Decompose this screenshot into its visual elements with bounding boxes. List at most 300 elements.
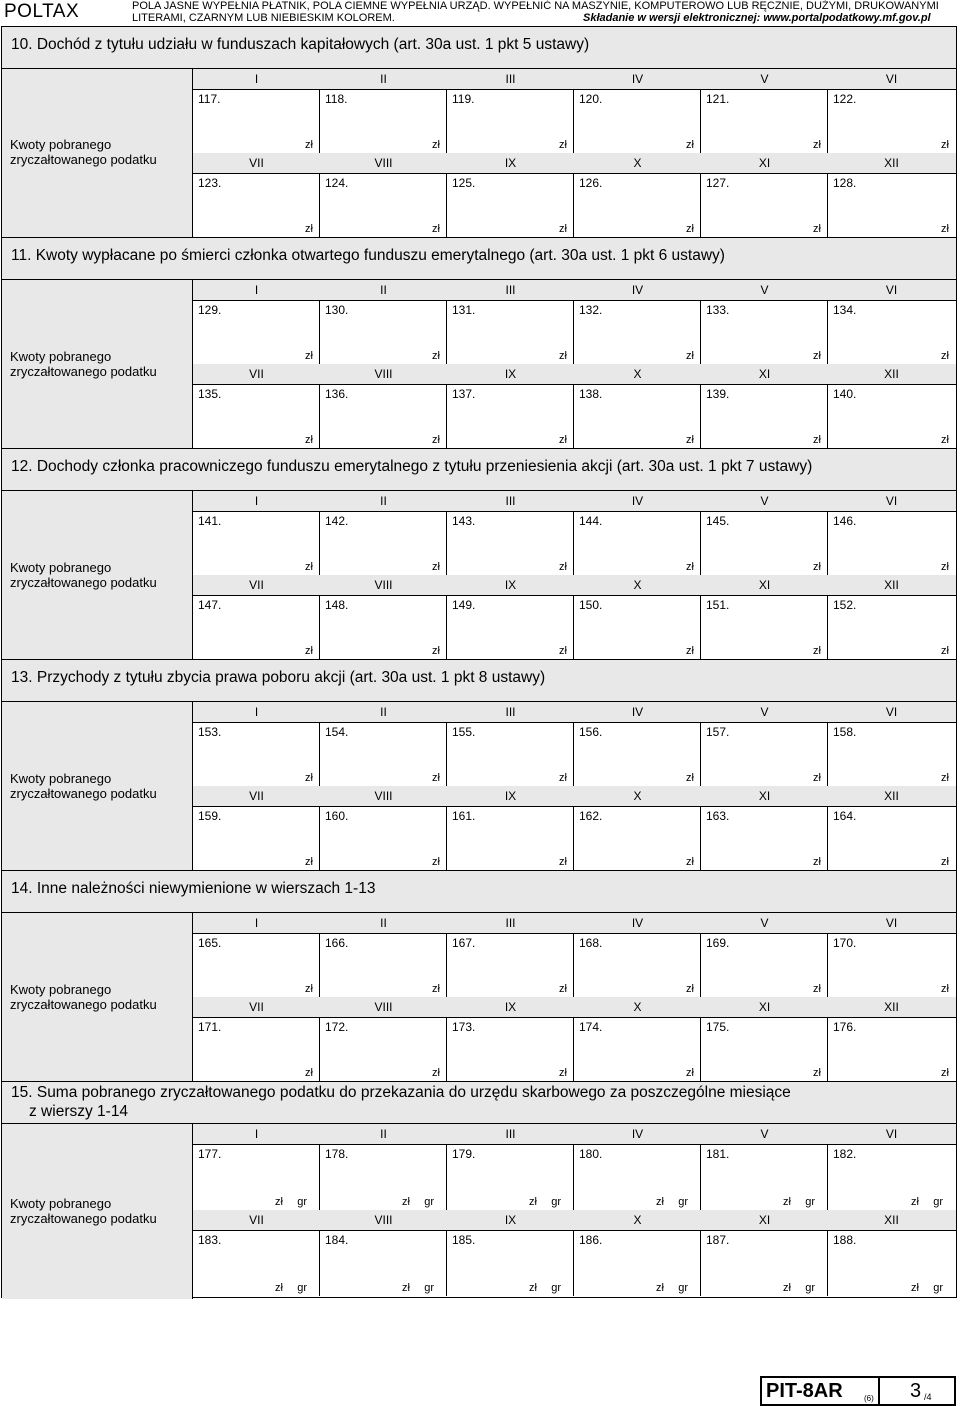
month-column-label: V <box>760 283 769 297</box>
currency-unit: zł <box>941 139 949 151</box>
month-column-label: IX <box>504 156 517 170</box>
currency-unit: zł <box>813 561 821 573</box>
month-column-label: XII <box>884 789 899 803</box>
amount-field[interactable] <box>193 1144 320 1210</box>
amount-field[interactable] <box>320 89 447 153</box>
month-column-label: IV <box>631 705 644 719</box>
month-column-label: X <box>633 789 642 803</box>
amount-field[interactable] <box>574 384 701 448</box>
field-number: 141. <box>198 514 222 528</box>
row-label-box <box>2 702 193 871</box>
column-header-row <box>193 364 956 384</box>
amount-field[interactable] <box>320 722 447 786</box>
month-column-label: IV <box>631 283 644 297</box>
month-column-label: III <box>505 916 516 930</box>
currency-unit: zł <box>911 1196 919 1208</box>
subunit-label: gr <box>424 1282 434 1294</box>
field-number: 139. <box>706 387 730 401</box>
amount-field[interactable] <box>193 1230 320 1296</box>
month-column-label: VIII <box>374 789 393 803</box>
month-column-label: II <box>380 705 387 719</box>
page-number: 3 <box>910 1380 922 1402</box>
column-header-row <box>193 69 956 89</box>
currency-unit: zł <box>783 1196 791 1208</box>
amount-field[interactable] <box>828 173 955 237</box>
currency-unit: zł <box>559 856 567 868</box>
currency-unit: zł <box>941 223 949 235</box>
month-column-label: IV <box>631 72 644 86</box>
amount-field[interactable] <box>193 806 320 870</box>
section-11 <box>2 237 956 449</box>
subunit-label: gr <box>297 1196 307 1208</box>
amount-field[interactable] <box>828 722 955 786</box>
month-column-label: XI <box>758 578 771 592</box>
amount-field[interactable] <box>574 722 701 786</box>
currency-unit: zł <box>941 434 949 446</box>
field-number: 135. <box>198 387 222 401</box>
month-column-label: VI <box>885 705 898 719</box>
month-column-label: XI <box>758 156 771 170</box>
amount-field[interactable] <box>701 1144 828 1210</box>
field-number: 177. <box>198 1147 222 1161</box>
section-title: 10. Dochód z tytułu udziału w funduszach kapitałowych (art. 30a ust. 1 pkt 5 ustawy) <box>11 36 590 53</box>
month-column-label: VII <box>249 578 264 592</box>
field-number: 158. <box>833 725 857 739</box>
month-column-label: II <box>380 283 387 297</box>
amount-grid <box>193 913 956 1082</box>
month-column-label: IX <box>504 1000 517 1014</box>
subunit-label: gr <box>678 1282 688 1294</box>
amount-field[interactable] <box>193 933 320 997</box>
month-column-label: IV <box>631 916 644 930</box>
row-label-box <box>2 491 193 660</box>
currency-unit: zł <box>941 350 949 362</box>
amount-field[interactable] <box>447 595 574 659</box>
amount-field[interactable] <box>574 806 701 870</box>
field-number: 186. <box>579 1233 603 1247</box>
amount-field[interactable] <box>701 384 828 448</box>
column-header-row <box>193 1210 956 1230</box>
section-title: 11. Kwoty wypłacane po śmierci członka otwartego funduszu emerytalnego (art. 30a ust. 1 pkt 6 ustawy) <box>11 247 725 264</box>
amount-field[interactable] <box>193 300 320 364</box>
section-title-bar <box>2 871 956 913</box>
amount-field[interactable] <box>193 722 320 786</box>
field-number: 155. <box>452 725 476 739</box>
month-column-label: XII <box>884 367 899 381</box>
amount-field[interactable] <box>828 384 955 448</box>
field-number: 167. <box>452 936 476 950</box>
amount-field[interactable] <box>447 89 574 153</box>
poltax-logo: POLTAX <box>4 1 80 22</box>
month-column-label: III <box>505 705 516 719</box>
amount-grid <box>193 69 956 237</box>
field-number: 178. <box>325 1147 349 1161</box>
month-column-label: VII <box>249 789 264 803</box>
month-column-label: VIII <box>374 1213 393 1227</box>
field-number: 170. <box>833 936 857 950</box>
section-12 <box>2 448 956 660</box>
field-number: 172. <box>325 1020 349 1034</box>
section-14 <box>2 870 956 1082</box>
currency-unit: zł <box>813 223 821 235</box>
amount-field[interactable] <box>701 933 828 997</box>
subunit-label: gr <box>805 1282 815 1294</box>
form-footer <box>760 1376 956 1406</box>
currency-unit: zł <box>813 856 821 868</box>
amount-field[interactable] <box>828 300 955 364</box>
field-number: 153. <box>198 725 222 739</box>
field-number: 188. <box>833 1233 857 1247</box>
field-number: 120. <box>579 92 603 106</box>
currency-unit: zł <box>783 1282 791 1294</box>
row-label-box <box>2 1124 193 1299</box>
amount-field[interactable] <box>447 173 574 237</box>
month-column-label: I <box>254 494 259 508</box>
currency-unit: zł <box>432 983 440 995</box>
month-column-label: IX <box>504 578 517 592</box>
amount-field[interactable] <box>574 89 701 153</box>
column-header-row <box>193 491 956 511</box>
currency-unit: zł <box>432 350 440 362</box>
month-column-label: VI <box>885 1127 898 1141</box>
row-label-box <box>2 280 193 449</box>
field-number: 127. <box>706 176 730 190</box>
month-column-label: XII <box>884 1213 899 1227</box>
month-column-label: I <box>254 705 259 719</box>
field-number: 181. <box>706 1147 730 1161</box>
amount-field[interactable] <box>574 595 701 659</box>
row-label: Kwoty pobranego zryczałtowanego podatku <box>10 770 157 801</box>
amount-field[interactable] <box>574 1017 701 1081</box>
field-number: 173. <box>452 1020 476 1034</box>
currency-unit: zł <box>559 223 567 235</box>
subunit-label: gr <box>424 1196 434 1208</box>
currency-unit: zł <box>813 983 821 995</box>
amount-field[interactable] <box>828 89 955 153</box>
currency-unit: zł <box>813 434 821 446</box>
month-column-label: IX <box>504 789 517 803</box>
amount-field[interactable] <box>574 511 701 575</box>
amount-field[interactable] <box>828 1017 955 1081</box>
section-13 <box>2 659 956 871</box>
field-number: 119. <box>452 92 475 106</box>
amount-field[interactable] <box>193 173 320 237</box>
amount-field[interactable] <box>701 1017 828 1081</box>
amount-field[interactable] <box>447 300 574 364</box>
amount-field[interactable] <box>574 173 701 237</box>
field-number: 154. <box>325 725 349 739</box>
field-number: 144. <box>579 514 603 528</box>
field-number: 187. <box>706 1233 730 1247</box>
amount-field[interactable] <box>320 300 447 364</box>
month-column-label: VIII <box>374 578 393 592</box>
field-number: 166. <box>325 936 349 950</box>
month-column-label: VI <box>885 72 898 86</box>
field-number: 152. <box>833 598 857 612</box>
currency-unit: zł <box>941 1067 949 1079</box>
row-label: Kwoty pobranego zryczałtowanego podatku <box>10 981 157 1012</box>
page-header <box>0 0 960 24</box>
subunit-label: gr <box>551 1282 561 1294</box>
currency-unit: zł <box>305 434 313 446</box>
currency-unit: zł <box>275 1196 283 1208</box>
field-number: 123. <box>198 176 222 190</box>
amount-field[interactable] <box>320 1230 447 1296</box>
column-header-row <box>193 1124 956 1144</box>
amount-field[interactable] <box>447 722 574 786</box>
row-label-box <box>2 913 193 1082</box>
section-title-bar <box>2 27 956 69</box>
column-header-row <box>193 997 956 1017</box>
currency-unit: zł <box>305 350 313 362</box>
field-number: 136. <box>325 387 349 401</box>
section-title <box>11 1083 791 1121</box>
amount-field[interactable] <box>193 1017 320 1081</box>
field-number: 147. <box>198 598 222 612</box>
currency-unit: zł <box>813 139 821 151</box>
currency-unit: zł <box>275 1282 283 1294</box>
field-number: 157. <box>706 725 730 739</box>
row-label-box <box>2 69 193 237</box>
field-number: 185. <box>452 1233 476 1247</box>
section-10 <box>2 27 956 237</box>
field-number: 182. <box>833 1147 857 1161</box>
field-number: 121. <box>706 92 730 106</box>
month-column-label: V <box>760 494 769 508</box>
currency-unit: zł <box>686 1067 694 1079</box>
amount-field[interactable] <box>701 89 828 153</box>
field-number: 134. <box>833 303 857 317</box>
field-number: 179. <box>452 1147 476 1161</box>
section-title-bar <box>2 449 956 491</box>
amount-field[interactable] <box>193 595 320 659</box>
amount-field[interactable] <box>320 1017 447 1081</box>
month-column-label: I <box>254 1127 259 1141</box>
amount-field[interactable] <box>320 806 447 870</box>
amount-field[interactable] <box>701 173 828 237</box>
field-number: 131. <box>452 303 476 317</box>
amount-field[interactable] <box>574 933 701 997</box>
amount-field[interactable] <box>574 1230 701 1296</box>
currency-unit: zł <box>305 983 313 995</box>
month-column-label: I <box>254 283 259 297</box>
currency-unit: zł <box>432 856 440 868</box>
column-header-row <box>193 913 956 933</box>
amount-field[interactable] <box>193 384 320 448</box>
field-number: 150. <box>579 598 603 612</box>
subunit-label: gr <box>551 1196 561 1208</box>
instruction-text-cont: LITERAMI, CZARNYM LUB NIEBIESKIM KOLOREM. <box>132 12 395 24</box>
column-header-row <box>193 786 956 806</box>
amount-field[interactable] <box>828 511 955 575</box>
month-column-label: XI <box>758 789 771 803</box>
amount-field[interactable] <box>320 933 447 997</box>
currency-unit: zł <box>402 1196 410 1208</box>
field-number: 160. <box>325 809 349 823</box>
row-label: Kwoty pobranego zryczałtowanego podatku <box>10 137 157 167</box>
amount-grid <box>193 1124 956 1299</box>
instruction-text: POLA JASNE WYPEŁNIA PŁATNIK, POLA CIEMNE WYPEŁNIA URZĄD. WYPEŁNIĆ NA MASZYNIE, KOMPUTEROWO LUB RĘCZNIE, DUŻYMI, DRUKOWANYMI <box>132 0 939 12</box>
section-title: 14. Inne należności niewymienione w wierszach 1-13 <box>11 880 376 897</box>
currency-unit: zł <box>686 350 694 362</box>
amount-field[interactable] <box>701 806 828 870</box>
month-column-label: II <box>380 72 387 86</box>
month-column-label: VIII <box>374 1000 393 1014</box>
month-column-label: VII <box>249 1213 264 1227</box>
currency-unit: zł <box>432 772 440 784</box>
amount-field[interactable] <box>320 384 447 448</box>
amount-field[interactable] <box>701 511 828 575</box>
field-number: 137. <box>452 387 476 401</box>
amount-field[interactable] <box>447 511 574 575</box>
field-number: 130. <box>325 303 349 317</box>
currency-unit: zł <box>529 1196 537 1208</box>
column-header-row <box>193 280 956 300</box>
amount-field[interactable] <box>828 1144 955 1210</box>
amount-grid <box>193 702 956 871</box>
currency-unit: zł <box>305 645 313 657</box>
month-column-label: III <box>505 283 516 297</box>
field-number: 149. <box>452 598 476 612</box>
currency-unit: zł <box>656 1282 664 1294</box>
currency-unit: zł <box>941 856 949 868</box>
field-number: 142. <box>325 514 349 528</box>
field-number: 174. <box>579 1020 603 1034</box>
month-column-label: II <box>380 916 387 930</box>
amount-field[interactable] <box>320 173 447 237</box>
field-number: 129. <box>198 303 222 317</box>
month-column-label: I <box>254 72 259 86</box>
month-column-label: II <box>380 1127 387 1141</box>
amount-field[interactable] <box>574 1144 701 1210</box>
month-column-label: III <box>505 1127 516 1141</box>
field-number: 176. <box>833 1020 857 1034</box>
currency-unit: zł <box>305 561 313 573</box>
amount-field[interactable] <box>320 595 447 659</box>
currency-unit: zł <box>686 223 694 235</box>
currency-unit: zł <box>813 1067 821 1079</box>
currency-unit: zł <box>305 223 313 235</box>
amount-field[interactable] <box>701 595 828 659</box>
currency-unit: zł <box>686 856 694 868</box>
amount-field[interactable] <box>447 1230 574 1296</box>
footer-divider <box>878 1378 880 1404</box>
month-column-label: IV <box>631 494 644 508</box>
currency-unit: zł <box>559 645 567 657</box>
currency-unit: zł <box>813 350 821 362</box>
field-number: 118. <box>325 92 348 106</box>
month-column-label: VI <box>885 916 898 930</box>
subunit-label: gr <box>933 1196 943 1208</box>
subunit-label: gr <box>678 1196 688 1208</box>
row-label: Kwoty pobranego zryczałtowanego podatku <box>10 1195 157 1226</box>
month-column-label: VI <box>885 283 898 297</box>
amount-field[interactable] <box>828 806 955 870</box>
currency-unit: zł <box>305 856 313 868</box>
field-number: 162. <box>579 809 603 823</box>
field-number: 161. <box>452 809 476 823</box>
month-column-label: X <box>633 156 642 170</box>
field-number: 165. <box>198 936 222 950</box>
field-number: 126. <box>579 176 603 190</box>
amount-field[interactable] <box>320 1144 447 1210</box>
amount-field[interactable] <box>447 1144 574 1210</box>
field-number: 163. <box>706 809 730 823</box>
field-number: 159. <box>198 809 222 823</box>
field-number: 156. <box>579 725 603 739</box>
field-number: 184. <box>325 1233 349 1247</box>
amount-field[interactable] <box>701 722 828 786</box>
currency-unit: zł <box>686 772 694 784</box>
subunit-label: gr <box>933 1282 943 1294</box>
month-column-label: I <box>254 916 259 930</box>
amount-field[interactable] <box>193 89 320 153</box>
subunit-label: gr <box>805 1196 815 1208</box>
month-column-label: VIII <box>374 156 393 170</box>
month-column-label: V <box>760 916 769 930</box>
page-total: /4 <box>924 1392 932 1402</box>
amount-field[interactable] <box>320 511 447 575</box>
field-number: 151. <box>706 598 730 612</box>
currency-unit: zł <box>686 139 694 151</box>
currency-unit: zł <box>686 983 694 995</box>
field-number: 143. <box>452 514 476 528</box>
amount-field[interactable] <box>828 933 955 997</box>
amount-field[interactable] <box>828 595 955 659</box>
field-number: 128. <box>833 176 857 190</box>
month-column-label: XII <box>884 156 899 170</box>
currency-unit: zł <box>559 983 567 995</box>
currency-unit: zł <box>305 139 313 151</box>
section-title-bar <box>2 238 956 280</box>
month-column-label: XII <box>884 578 899 592</box>
currency-unit: zł <box>432 139 440 151</box>
amount-field[interactable] <box>447 384 574 448</box>
currency-unit: zł <box>305 1067 313 1079</box>
currency-unit: zł <box>911 1282 919 1294</box>
amount-field[interactable] <box>447 933 574 997</box>
field-number: 145. <box>706 514 730 528</box>
tax-form <box>1 26 957 1298</box>
amount-field[interactable] <box>574 300 701 364</box>
currency-unit: zł <box>941 645 949 657</box>
amount-field[interactable] <box>447 1017 574 1081</box>
amount-field[interactable] <box>193 511 320 575</box>
section-title: 12. Dochody członka pracowniczego funduszu emerytalnego z tytułu przeniesienia akcji (art. 30a ust. 1 pkt 7 ustawy) <box>11 458 813 475</box>
month-column-label: X <box>633 367 642 381</box>
amount-field[interactable] <box>701 1230 828 1296</box>
amount-field[interactable] <box>701 300 828 364</box>
month-column-label: XI <box>758 367 771 381</box>
column-header-row <box>193 575 956 595</box>
amount-field[interactable] <box>447 806 574 870</box>
currency-unit: zł <box>813 772 821 784</box>
field-number: 124. <box>325 176 349 190</box>
currency-unit: zł <box>432 1067 440 1079</box>
currency-unit: zł <box>686 645 694 657</box>
section-title-line1: 15. Suma pobranego zryczałtowanego podatku do przekazania do urzędu skarbowego za poszczególne miesiące <box>11 1084 791 1101</box>
form-version: (6) <box>864 1394 874 1403</box>
amount-field[interactable] <box>828 1230 955 1296</box>
month-column-label: III <box>505 72 516 86</box>
row-label: Kwoty pobranego zryczałtowanego podatku <box>10 348 157 379</box>
field-number: 146. <box>833 514 857 528</box>
row-label: Kwoty pobranego zryczałtowanego podatku <box>10 559 157 590</box>
column-header-row <box>193 702 956 722</box>
currency-unit: zł <box>529 1282 537 1294</box>
currency-unit: zł <box>686 561 694 573</box>
month-column-label: VII <box>249 156 264 170</box>
